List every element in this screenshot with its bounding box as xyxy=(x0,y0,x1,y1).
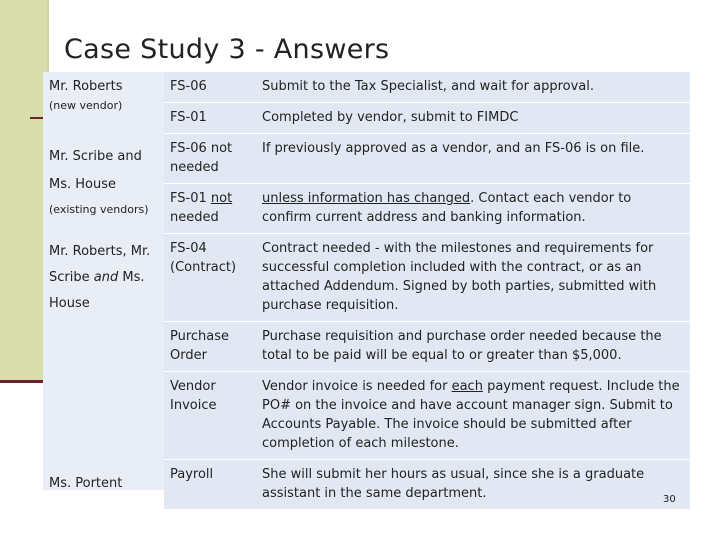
form-label: Invoice xyxy=(170,398,217,413)
slide-title: Case Study 3 - Answers xyxy=(64,34,390,65)
form-label: Order xyxy=(170,348,207,363)
table-row xyxy=(43,460,690,510)
page-number: 30 xyxy=(663,494,676,505)
party-name: House xyxy=(49,295,90,311)
form-cell xyxy=(164,184,256,234)
form-label: FS-01 xyxy=(170,110,207,125)
table-row xyxy=(43,134,690,184)
table-row xyxy=(43,234,690,322)
party-name: Ms. xyxy=(122,269,145,285)
note-text: If previously approved as a vendor, and an FS-06 is on file. xyxy=(262,141,645,156)
form-label: needed xyxy=(170,210,219,225)
form-cell xyxy=(164,322,256,372)
note-text: Vendor invoice is needed for xyxy=(262,379,452,394)
note-emphasis: unless information has changed xyxy=(262,191,471,206)
form-label: Payroll xyxy=(170,467,214,482)
party-name: Mr. Scribe and xyxy=(49,148,142,164)
form-label: Vendor xyxy=(170,379,216,394)
form-cell xyxy=(164,372,256,460)
party-cell xyxy=(43,134,164,234)
note-text: Submit to the Tax Specialist, and wait for approval. xyxy=(262,79,594,94)
note-cell xyxy=(256,134,690,184)
form-cell xyxy=(164,134,256,184)
form-cell xyxy=(164,72,256,103)
note-text: Contract needed - with the milestones and requirements for successful completion included with the contract, or as an attached Addendum. Signed by both parties, submitted with purchase requisition. xyxy=(262,241,657,313)
note-text: . Contact each vendor to confirm current address and banking information. xyxy=(262,191,632,225)
party-note: (new vendor) xyxy=(49,99,123,112)
form-label: needed xyxy=(170,160,219,175)
note-cell xyxy=(256,234,690,322)
form-label: FS-04 xyxy=(170,241,207,256)
form-cell xyxy=(164,103,256,134)
party-name: Scribe xyxy=(49,269,90,285)
note-cell xyxy=(256,460,690,510)
party-name: Mr. Roberts xyxy=(49,79,123,94)
form-label: FS-06 not xyxy=(170,141,233,156)
note-text: Completed by vendor, submit to FIMDC xyxy=(262,110,519,125)
party-cell xyxy=(43,460,164,510)
form-label: (Contract) xyxy=(170,260,237,275)
form-cell xyxy=(164,234,256,322)
form-label: FS-06 xyxy=(170,79,207,94)
note-text: payment request. Include the PO# on the invoice and have account manager sign. Submit to Accounts Payable. The invoice should be submitted after completion of each milestone. xyxy=(262,379,680,451)
accent-rule-bottom xyxy=(0,380,48,383)
note-cell xyxy=(256,322,690,372)
note-text: Purchase requisition and purchase order needed because the total to be paid will be equal to or greater than $5,000. xyxy=(262,329,662,363)
note-emphasis: each xyxy=(451,379,483,394)
form-cell xyxy=(164,460,256,510)
party-conjunction: and xyxy=(93,269,119,285)
table-row xyxy=(43,72,690,103)
party-cell xyxy=(43,234,164,460)
left-accent-bar xyxy=(0,0,47,382)
form-label: Purchase xyxy=(170,329,230,344)
note-cell xyxy=(256,103,690,134)
form-emphasis: not xyxy=(210,191,233,206)
note-cell xyxy=(256,72,690,103)
party-name: Mr. Roberts, Mr. xyxy=(49,243,151,259)
note-cell xyxy=(256,372,690,460)
form-label: FS-01 xyxy=(170,191,207,206)
party-cell xyxy=(43,72,164,134)
party-note: (existing vendors) xyxy=(49,202,149,216)
note-text: She will submit her hours as usual, since she is a graduate assistant in the same department. xyxy=(262,467,645,501)
party-name: Ms. House xyxy=(49,176,116,192)
party-name: Ms. Portent xyxy=(49,475,123,491)
note-cell xyxy=(256,184,690,234)
